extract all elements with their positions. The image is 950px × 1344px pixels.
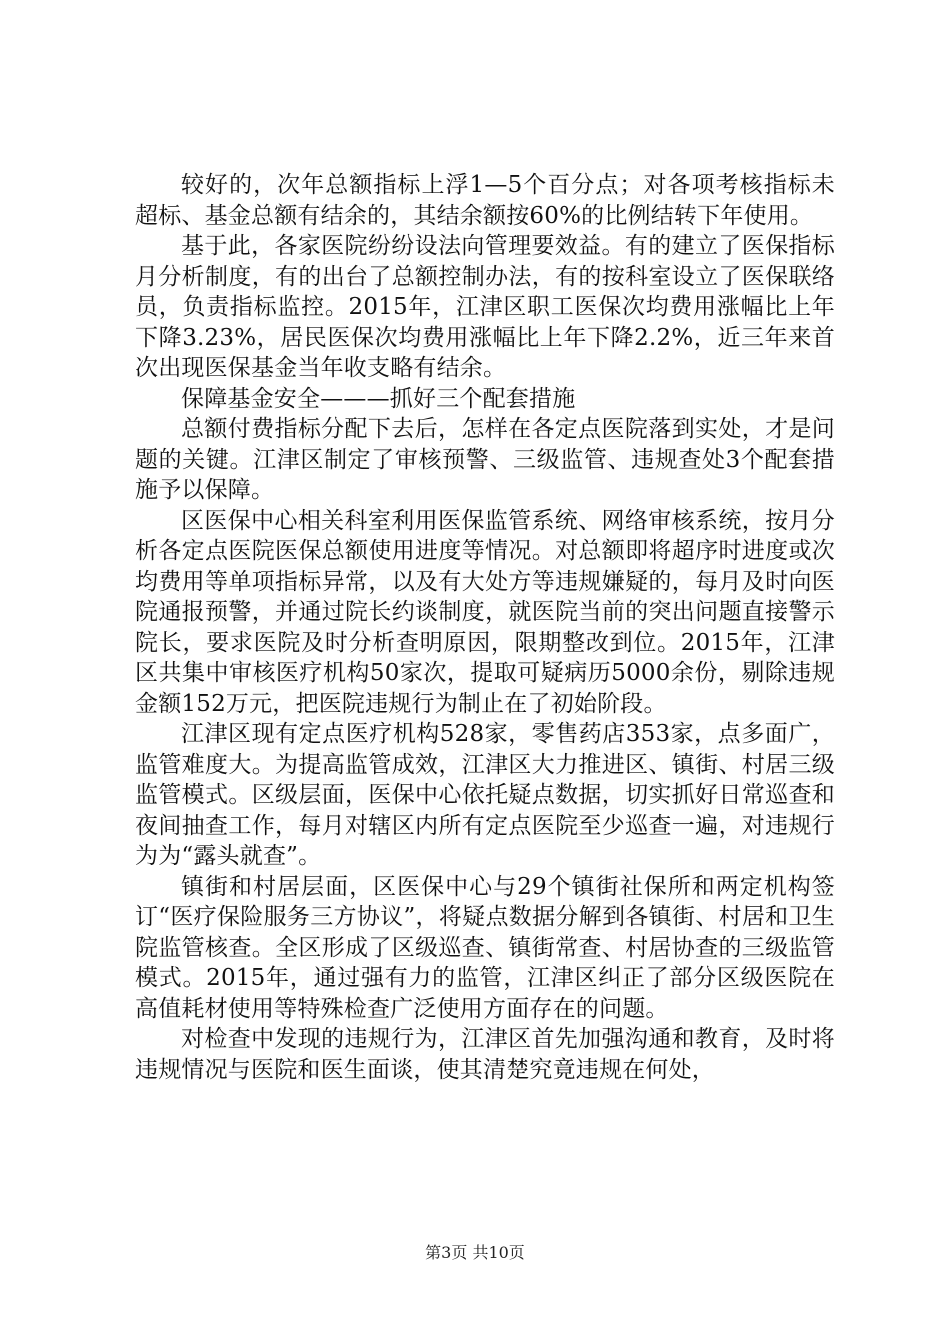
paragraph-4: 区医保中心相关科室利用医保监管系统、网络审核系统，按月分析各定点医院医保总额使用进度等情况。对总额即将超序时进度或次均费用等单项指标异常，以及有大处方等违规嫌疑的，每月及时向医院通报预警，并通过院长约谈制度，就医院当前的突出问题直接警示院长，要求医院及时分析查明原因，限期整改到位。2015年，江津区共集中审核医疗机构50家次，提取可疑病历5000余份，剔除违规金额152万元，把医院违规行为制止在了初始阶段。 xyxy=(135,507,835,717)
page-number: 第3页 共10页 xyxy=(425,1243,525,1262)
paragraph-6: 镇街和村居层面，区医保中心与29个镇街社保所和两定机构签订“医疗保险服务三方协议”，将疑点数据分解到各镇街、村居和卫生院监管核查。全区形成了区级巡查、镇街常查、村居协查的三级监管模式。2015年，通过强有力的监管，江津区纠正了部分区级医院在高值耗材使用等特殊检查广泛使用方面存在的问题。 xyxy=(135,873,835,1022)
paragraph-7: 对检查中发现的违规行为，江津区首先加强沟通和教育，及时将违规情况与医院和医生面谈，使其清楚究竟违规在何处， xyxy=(135,1026,835,1083)
section-heading: 保障基金安全———抓好三个配套措施 xyxy=(181,385,576,412)
page-footer xyxy=(0,1243,950,1263)
paragraph-3: 总额付费指标分配下去后，怎样在各定点医院落到实处，才是问题的关键。江津区制定了审核预警、三级监管、违规查处3个配套措施予以保障。 xyxy=(135,416,835,503)
paragraph-5: 江津区现有定点医疗机构528家，零售药店353家，点多面广，监管难度大。为提高监管成效，江津区大力推进区、镇街、村居三级监管模式。区级层面，医保中心依托疑点数据，切实抓好日常巡查和夜间抽查工作，每月对辖区内所有定点医院至少巡查一遍，对违规行为为“露头就查”。 xyxy=(135,721,835,869)
paragraph-1: 较好的，次年总额指标上浮1—5个百分点；对各项考核指标未超标、基金总额有结余的，其结余额按60%的比例结转下年使用。 xyxy=(135,172,835,229)
document-body xyxy=(135,170,835,1085)
paragraph-2: 基于此，各家医院纷纷设法向管理要效益。有的建立了医保指标月分析制度，有的出台了总额控制办法，有的按科室设立了医保联络员，负责指标监控。2015年，江津区职工医保次均费用涨幅比上年下降3.23%，居民医保次均费用涨幅比上年下降2.2%，近三年来首次出现医保基金当年收支略有结余。 xyxy=(135,233,835,381)
